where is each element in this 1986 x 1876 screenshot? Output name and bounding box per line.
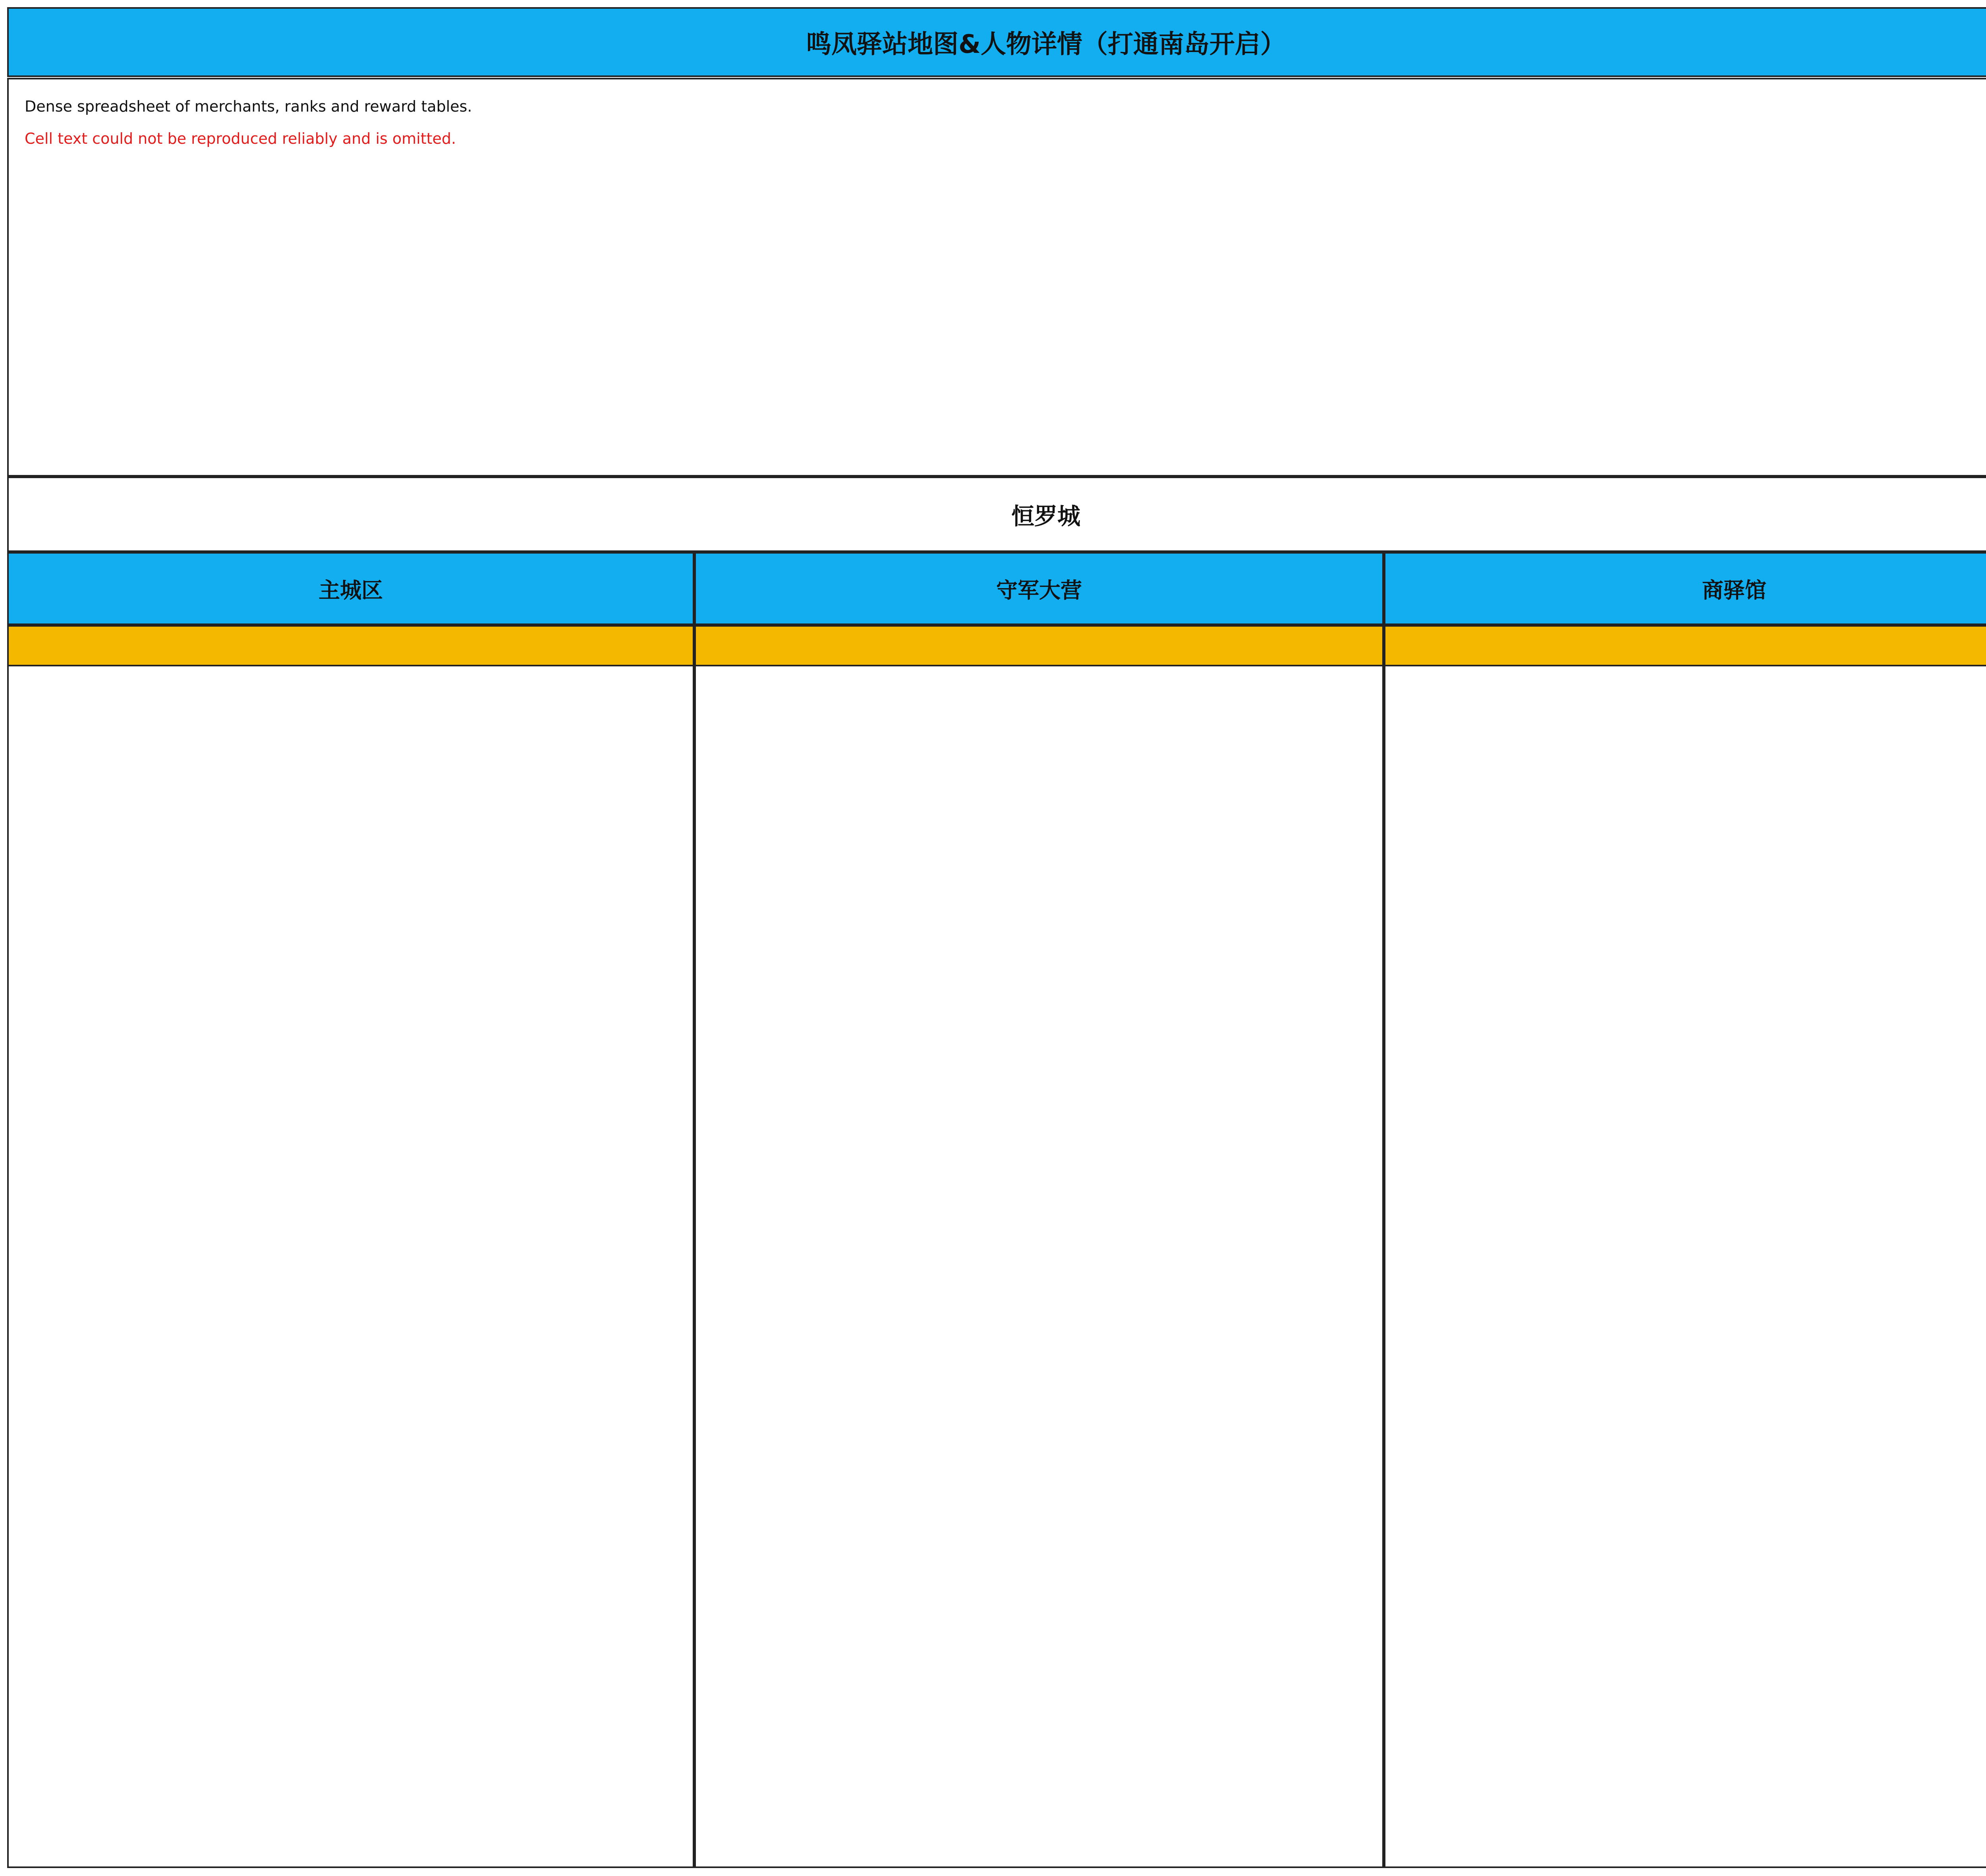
panel-main-city-body — [9, 666, 693, 698]
panel-main-city-label — [9, 627, 693, 666]
section-header-row — [7, 552, 1986, 625]
panel-garrison — [694, 625, 1384, 1868]
city-header — [7, 477, 1986, 552]
panel-main-city — [7, 625, 694, 1868]
panel-post-house — [1384, 625, 1986, 1868]
section-post-house: 商驿馆 — [1384, 552, 1986, 625]
note-line-2: Cell text could not be reproduced reliably and is omitted. — [25, 130, 456, 147]
sheet-title-bar — [7, 7, 1986, 77]
page-title: 鸣凤驿站地图&人物详情（打通南岛开启） — [806, 30, 1286, 59]
reconstruction-note — [7, 78, 1986, 477]
panel-garrison-label — [696, 627, 1382, 666]
panel-post-house-label — [1385, 627, 1986, 666]
section-main-city: 主城区 — [7, 552, 694, 625]
panel-garrison-body — [696, 666, 1382, 698]
section-garrison: 守军大营 — [694, 552, 1384, 625]
note-line-1: Dense spreadsheet of merchants, ranks and reward tables. — [25, 98, 472, 115]
panel-post-house-body — [1385, 666, 1986, 698]
city-title: 恒罗城 — [1011, 503, 1080, 530]
